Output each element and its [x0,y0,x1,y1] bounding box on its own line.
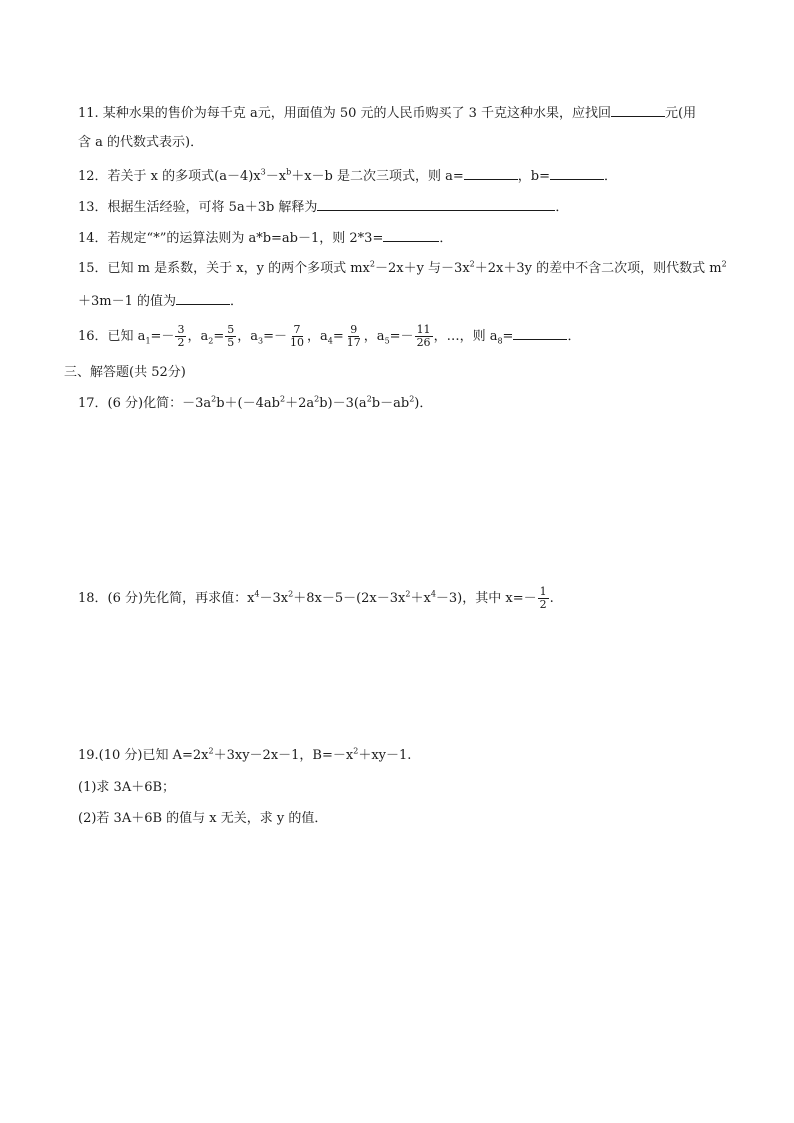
term-2-sub: 2 [208,336,214,346]
question-15-continuation: ＋3m－1 的值为 [78,294,177,309]
fraction-term-1 [175,324,186,349]
question-15-exp-3: 2 [721,259,727,269]
exp: 2 [353,746,359,756]
question-17-a: 17．(6 分)化简：－3a [78,396,212,411]
question-17-b: b＋(－4ab [216,396,280,411]
question-15-exp-2: 2 [469,259,475,269]
question-12 [78,167,617,185]
question-17-e: b－ab [371,396,410,411]
question-16-tail: ． [567,329,581,344]
term-5-sign: =－ [389,329,414,344]
separator: ， [237,329,251,344]
question-16: 16．已知 $a_1=-$ $\frac{3}{2}$ ，$a_2=$ $\frac{5}{5}$ ，$a_3=-$ $\frac{7}{10}$ ，$a_4=$ $\frac{9}{17}$ ，$a_5=-$ $\frac{11}{26}$ ，…，则 $a_8=$ ． [78,323,581,349]
question-17-c: ＋2a [285,396,315,411]
separator: ， [363,329,377,344]
exp: 2 [409,394,415,404]
question-17 [78,396,432,412]
question-16-ellipsis: ，…，则 a [433,329,498,344]
question-15-part-c: ＋2x＋3y 的差中不含二次项，则代数式 m [474,261,722,276]
exp: 2 [366,394,372,404]
term-4-denominator: 17 [346,336,361,349]
question-11-text: 11. 某种水果的售价为每千克 a元，用面值为 50 元的人民币购买了 3 千克这种水果，应找回 [78,106,612,121]
term-2-denominator: 5 [227,336,235,349]
question-14-prefix: 14．若规定“*”的运算法则为 a*b=ab－1，则 2*3= [78,231,384,246]
question-14-tail: ． [439,231,453,246]
answer-blank-15[interactable] [176,292,230,305]
exp: 4 [254,589,260,599]
term-4-sign: = [332,329,344,344]
term-5-denominator: 26 [416,336,431,349]
x-numerator: 1 [539,585,547,598]
section-heading: 三、解答题(共 52分) [64,365,186,380]
question-15-part-b: －2x＋y 与－3x [374,261,470,276]
question-19 [78,748,411,764]
question-12-exp-1: 3 [260,167,266,177]
fraction-x-value [538,586,549,611]
question-16-prefix: 16．已知 a [78,329,146,344]
answer-blank-13[interactable] [317,198,555,211]
question-18-a: 18．(6 分)先化简，再求值：x [78,591,255,606]
term-1-sign: =－ [150,329,175,344]
separator: ， [187,329,201,344]
question-11-line-2 [78,135,203,151]
term-5-numerator: 11 [416,323,431,336]
exp: 2 [288,589,294,599]
question-18-b: －3x [259,591,289,606]
exp: 2 [208,746,214,756]
question-11-tail: 元(用 [665,106,697,121]
answer-blank-11[interactable] [611,104,665,117]
question-17-f: )． [414,396,433,411]
term-4-numerator: 9 [350,323,358,336]
fraction-term-2 [225,324,236,349]
fraction-term-3 [288,324,306,349]
answer-blank-16[interactable] [513,327,567,340]
question-11-line-1 [78,104,696,122]
question-12-mid-3: ，b= [517,169,550,184]
answer-blank-12b[interactable] [550,167,604,180]
term-4-sub: 4 [327,336,333,346]
term-2-sign: = [213,329,225,344]
question-13-prefix: 13．根据生活经验，可将 5a＋3b 解释为 [78,200,318,215]
exp: 4 [430,589,436,599]
question-19-b: ＋3xy－2x－1，B=－x [213,748,354,763]
answer-blank-14[interactable] [383,229,439,242]
exp: 2 [279,394,286,404]
term-5-sub: 5 [384,336,390,346]
question-13-tail: ． [555,200,569,215]
question-15-line-2 [78,292,243,310]
last-term-eq: = [502,329,514,344]
term-3-numerator: 7 [293,323,301,336]
question-19-part-1: (1)求 3A＋6B； [78,780,176,795]
question-18-tail: . [549,591,554,606]
question-19-a: 19.(10 分)已知 A=2x [78,748,209,763]
question-14 [78,229,452,247]
question-13 [78,198,568,216]
question-18-c: ＋8x－5－(2x－3x [293,591,406,606]
question-15-part-a: 15．已知 m 是系数，关于 x，y 的两个多项式 mx [78,261,370,276]
question-12-exp-2: b [286,167,292,177]
question-12-mid-1: －x [265,169,287,184]
question-19-c: ＋xy－1. [358,748,412,763]
question-12-tail: ． [603,169,617,184]
question-18-e: －3)，其中 x=－ [435,591,537,606]
question-12-mid-2: ＋x－b 是二次三项式，则 a= [291,169,464,184]
exp: 2 [211,394,217,404]
fraction-term-5 [415,324,433,349]
exp: 2 [405,589,411,599]
question-18 [78,584,554,614]
term-1-denominator: 2 [177,336,185,349]
separator: ， [307,329,321,344]
x-denominator: 2 [539,598,547,611]
question-18-d: ＋x [410,591,431,606]
question-17-d: b)－3(a [319,396,367,411]
term-3-sub: 3 [258,336,264,346]
term-3-denominator: 10 [290,336,304,349]
last-term-sub: 8 [497,336,503,346]
term-1-numerator: 3 [177,323,185,336]
term-3-sign: =－ [263,329,287,344]
answer-blank-12a[interactable] [464,167,518,180]
exp: 2 [314,394,320,404]
question-15-line-1 [78,261,727,277]
question-15-tail: ． [230,294,244,309]
fraction-term-4 [345,324,363,349]
term-2-numerator: 5 [227,323,235,336]
question-11-continuation: 含 a 的代数式表示)． [78,135,204,150]
question-12-prefix: 12．若关于 x 的多项式(a－4)x [78,169,261,184]
question-19-part-2: (2)若 3A＋6B 的值与 x 无关，求 y 的值． [78,811,328,826]
term-1-sub: 1 [145,336,151,346]
question-15-exp-1: 2 [369,259,375,269]
